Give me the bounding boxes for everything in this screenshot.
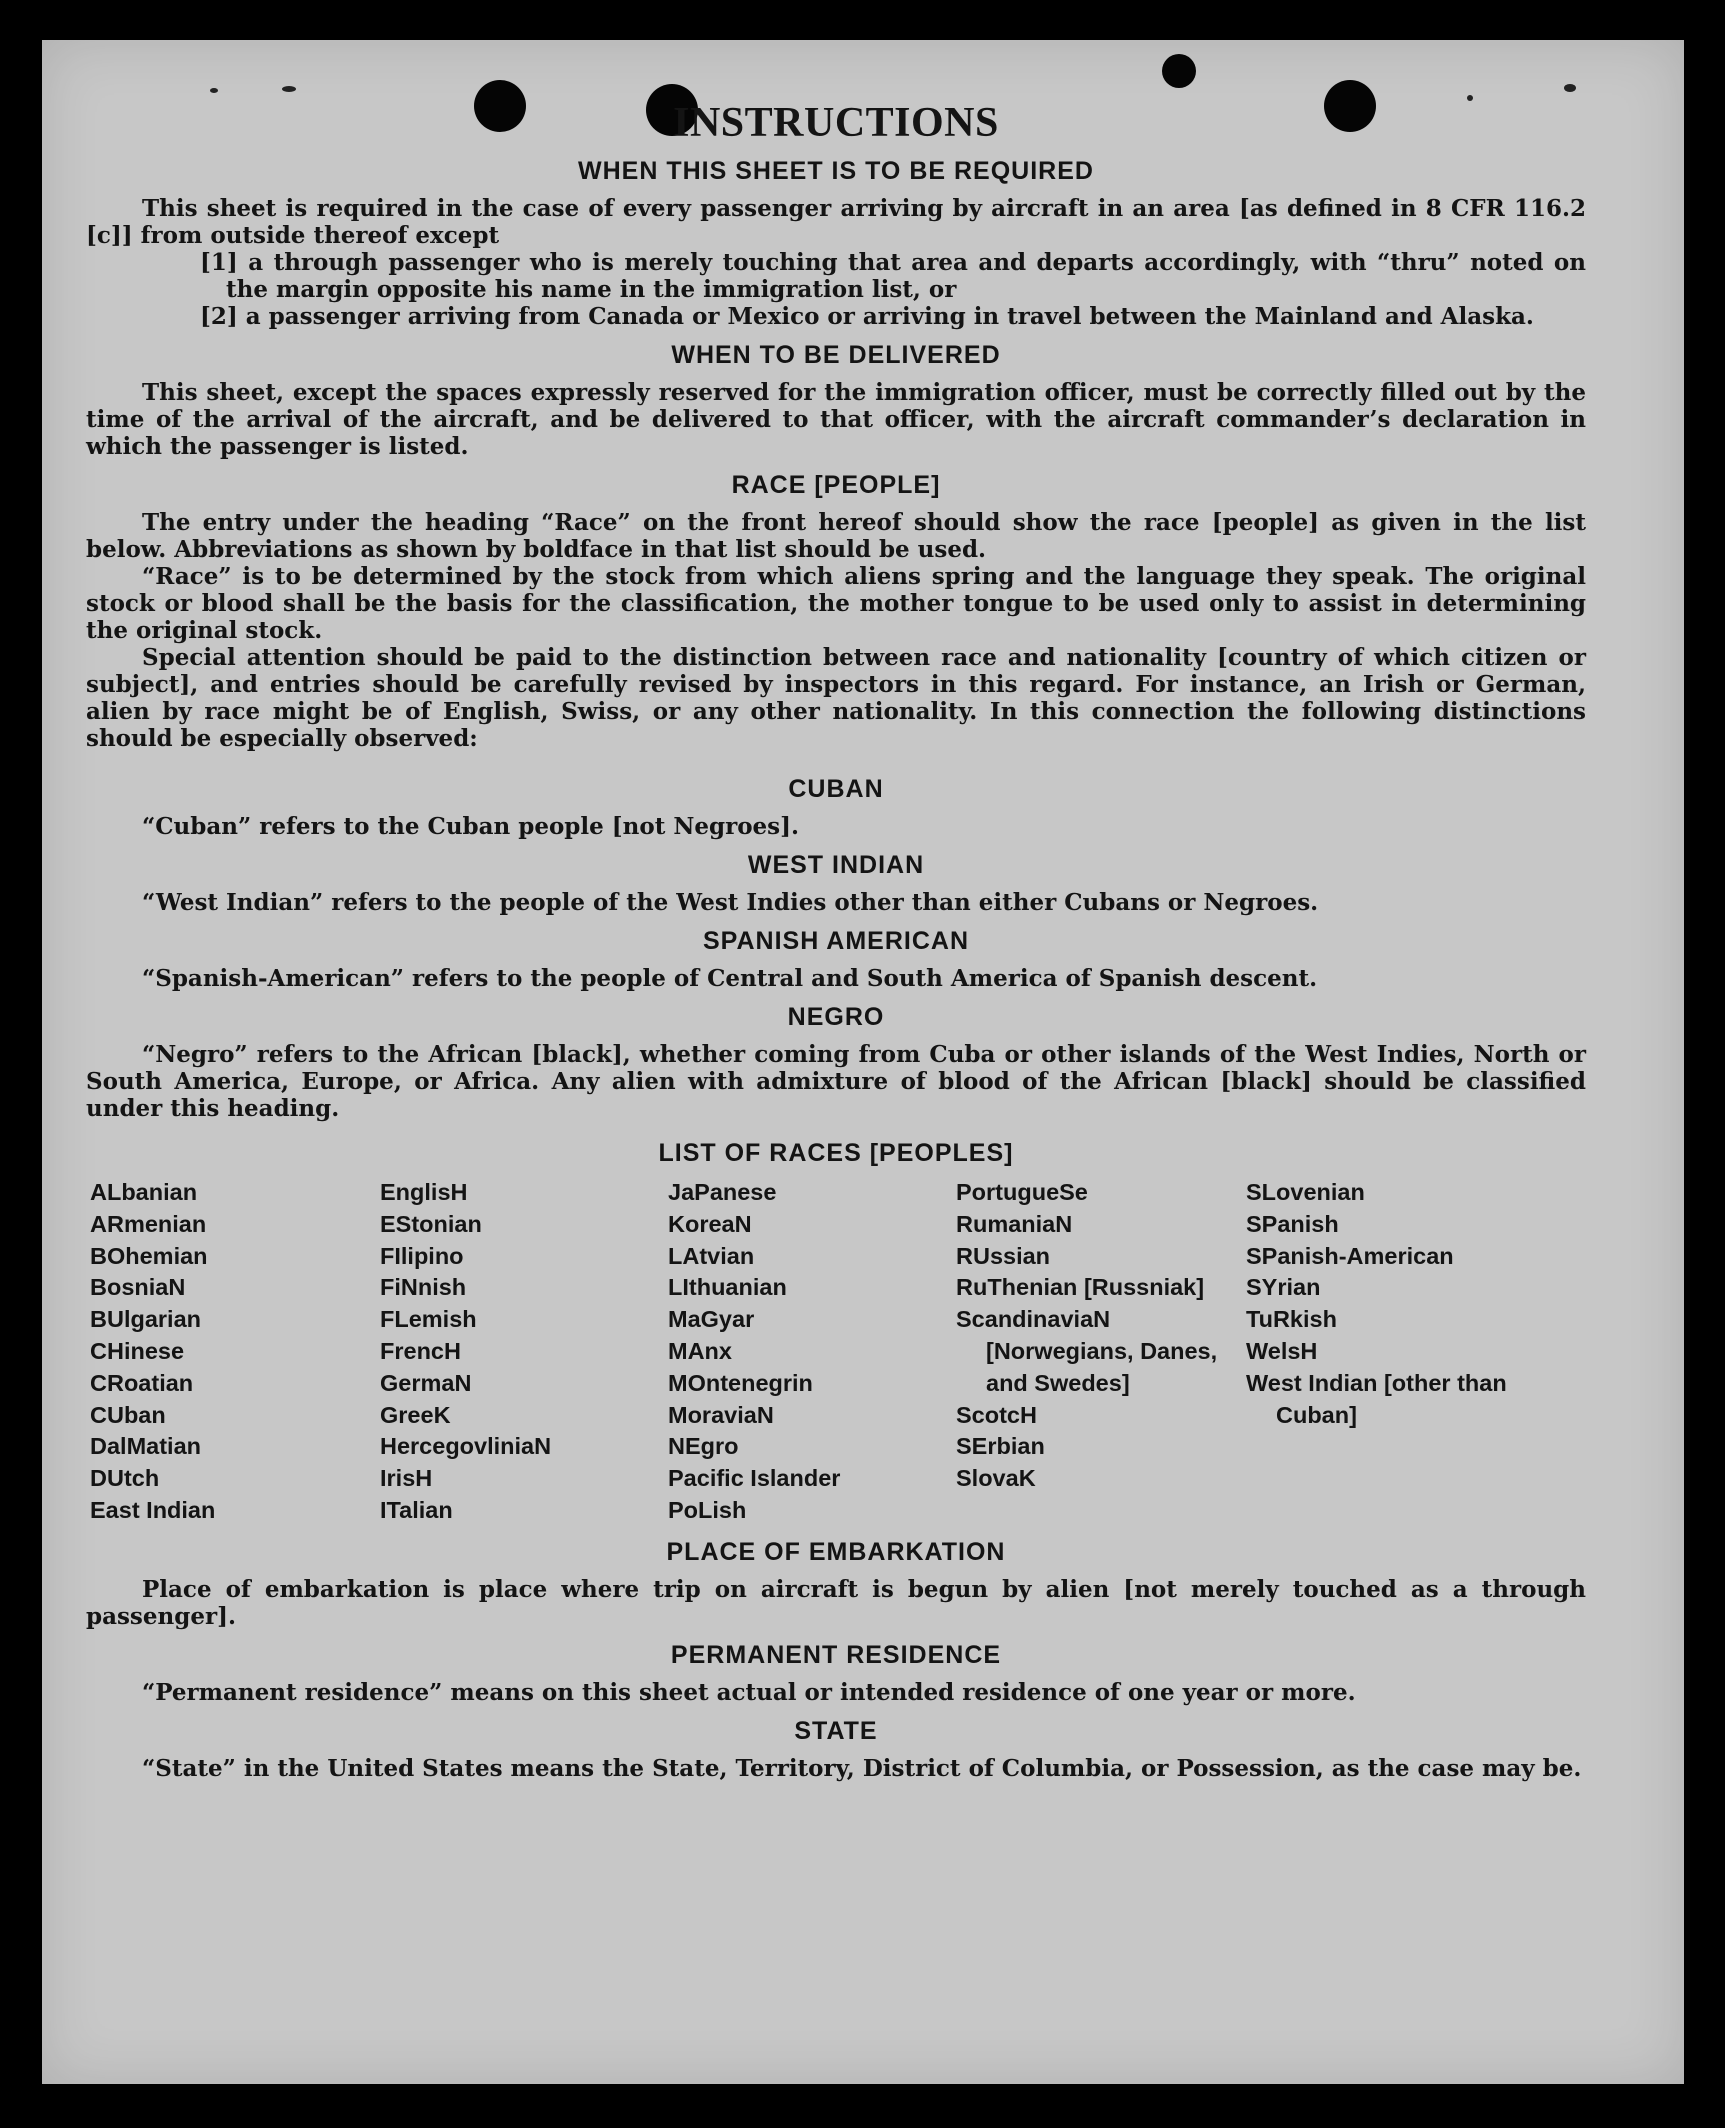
races-column-2 [380, 1177, 668, 1527]
race-item: CHinese [90, 1337, 185, 1364]
race-paragraph-3: Special attention should be paid to the distinction between race and nationality [country of which citizen or subject], and entries should be carefully revised by inspectors in this regard. For instance, an Irish or German, alien by race might be of English, Swiss, or any other nationality. In this connection the following distinctions should be especially observed: [86, 644, 1586, 752]
race-item: FrencH [380, 1337, 461, 1364]
race-item: GermaN [380, 1369, 472, 1396]
race-item: ScotcH [956, 1401, 1037, 1428]
race-item: SErbian [956, 1433, 1045, 1460]
race-item: BOhemian [90, 1242, 208, 1269]
spanish-american-text: “Spanish-American” refers to the people of Central and South America of Spanish descent. [142, 965, 1318, 992]
races-column-1 [90, 1177, 380, 1527]
race-item: West Indian [other than Cuban] [1246, 1369, 1507, 1428]
heading-when-delivered: WHEN TO BE DELIVERED [671, 341, 1001, 369]
heading-permanent-residence: PERMANENT RESIDENCE [670, 1640, 1002, 1669]
race-item: SPanish-American [1246, 1242, 1454, 1269]
race-item: TuRkish [1246, 1306, 1337, 1333]
race-item: RUssian [956, 1242, 1051, 1269]
race-item: LAtvian [668, 1242, 755, 1269]
race-item: FiNnish [380, 1274, 467, 1301]
race-item: RuThenian [Russniak] [956, 1274, 1205, 1301]
race-item: East Indian [90, 1496, 216, 1523]
permanent-residence-text: “Permanent residence” means on this sheet actual or intended residence of one year or more. [142, 1678, 1356, 1706]
race-item: ARmenian [90, 1210, 207, 1237]
races-column-5 [1246, 1177, 1546, 1527]
race-item: SlovaK [956, 1465, 1036, 1492]
negro-text: “Negro” refers to the African [black], whether coming from Cuba or other islands of the West Indies, North or South America, Europe, or Africa. Any alien with admixture of blood of the African [black] should be classified under this heading. [86, 1041, 1586, 1122]
race-item: DUtch [90, 1465, 160, 1492]
exception-item-1: [1] a through passenger who is merely touching that area and departs accordingly, with “thru” noted on the margin opposite his name in the immigration list, or [200, 249, 1586, 303]
instructions-content [86, 100, 1586, 1782]
when-required-text: This sheet is required in the case of every passenger arriving by aircraft in an area [as defined in 8 CFR 116.2 [c]] from outside thereof except [86, 195, 1586, 249]
race-item: Pacific Islander [668, 1465, 841, 1492]
heading-place-of-embarkation: PLACE OF EMBARKATION [666, 1537, 1006, 1566]
race-item: ITalian [380, 1496, 453, 1523]
speck [210, 88, 218, 93]
heading-when-required: WHEN THIS SHEET IS TO BE REQUIRED [578, 157, 1094, 185]
heading-list-of-races: LIST OF RACES [PEOPLES] [658, 1139, 1014, 1167]
speck [282, 86, 296, 92]
embarkation-text: Place of embarkation is place where trip on aircraft is begun by alien [not merely touched as a through passenger]. [86, 1575, 1586, 1630]
races-column-3 [668, 1177, 956, 1527]
race-item: GreeK [380, 1401, 451, 1428]
race-item: RumaniaN [956, 1210, 1073, 1237]
race-item: KoreaN [668, 1210, 752, 1237]
race-item: LIthuanian [668, 1274, 787, 1301]
race-item: EnglisH [380, 1179, 468, 1205]
punch-hole-far-right [1162, 54, 1196, 88]
heading-state: STATE [794, 1716, 878, 1745]
race-item: FIlipino [380, 1242, 464, 1269]
race-item: PortugueSe [956, 1179, 1088, 1205]
race-item: NEgro [668, 1433, 739, 1460]
races-column-4 [956, 1177, 1246, 1527]
page-title: INSTRUCTIONS [673, 100, 999, 146]
races-list [90, 1177, 1586, 1527]
race-item: WelsH [1246, 1337, 1318, 1364]
race-item: ScandinaviaN [Norwegians, Danes, and Swedes] [956, 1306, 1218, 1396]
race-item: DalMatian [90, 1433, 201, 1460]
race-item: PoLish [668, 1496, 747, 1523]
race-item: FLemish [380, 1306, 477, 1333]
heading-cuban: CUBAN [788, 775, 884, 803]
race-item: SYrian [1246, 1274, 1321, 1301]
race-item: JaPanese [668, 1179, 777, 1205]
heading-race: RACE [PEOPLE] [731, 471, 941, 499]
race-item: MOntenegrin [668, 1369, 813, 1396]
when-delivered-text: This sheet, except the spaces expressly reserved for the immigration officer, must be correctly filled out by the time of the arrival of the aircraft, and be delivered to that officer, with the aircraft commander’s declaration in which the passenger is listed. [86, 379, 1586, 460]
race-item: SLovenian [1246, 1179, 1365, 1205]
race-paragraph-2: “Race” is to be determined by the stock from which aliens spring and the language they speak. The original stock or blood shall be the basis for the classification, the mother tongue to be used only to assist in determining the original stock. [86, 563, 1586, 644]
race-item: SPanish [1246, 1210, 1339, 1237]
race-item: EStonian [380, 1210, 482, 1237]
race-item: BosniaN [90, 1274, 186, 1301]
race-item: CUban [90, 1401, 166, 1428]
race-item: ALbanian [90, 1179, 198, 1205]
race-item: MoraviaN [668, 1401, 774, 1428]
race-item: IrisH [380, 1465, 433, 1492]
race-item: MaGyar [668, 1306, 755, 1333]
heading-negro: NEGRO [787, 1003, 885, 1031]
race-item: CRoatian [90, 1369, 194, 1396]
state-text: “State” in the United States means the State, Territory, District of Columbia, or Possession, as the case may be. [142, 1754, 1582, 1782]
race-item: BUlgarian [90, 1306, 201, 1333]
race-paragraph-1: The entry under the heading “Race” on the front hereof should show the race [people] as given in the list below. Abbreviations as shown by boldface in that list should be used. [86, 509, 1586, 563]
cuban-text: “Cuban” refers to the Cuban people [not Negroes]. [142, 813, 800, 840]
race-item: HercegovliniaN [380, 1433, 552, 1460]
heading-west-indian: WEST INDIAN [747, 851, 925, 879]
west-indian-text: “West Indian” refers to the people of the West Indies other than either Cubans or Negroes. [142, 889, 1319, 916]
speck [1564, 84, 1576, 92]
exception-item-2: [2] a passenger arriving from Canada or Mexico or arriving in travel between the Mainland and Alaska. [200, 303, 1534, 330]
race-item: MAnx [668, 1337, 732, 1364]
heading-spanish-american: SPANISH AMERICAN [702, 927, 969, 955]
